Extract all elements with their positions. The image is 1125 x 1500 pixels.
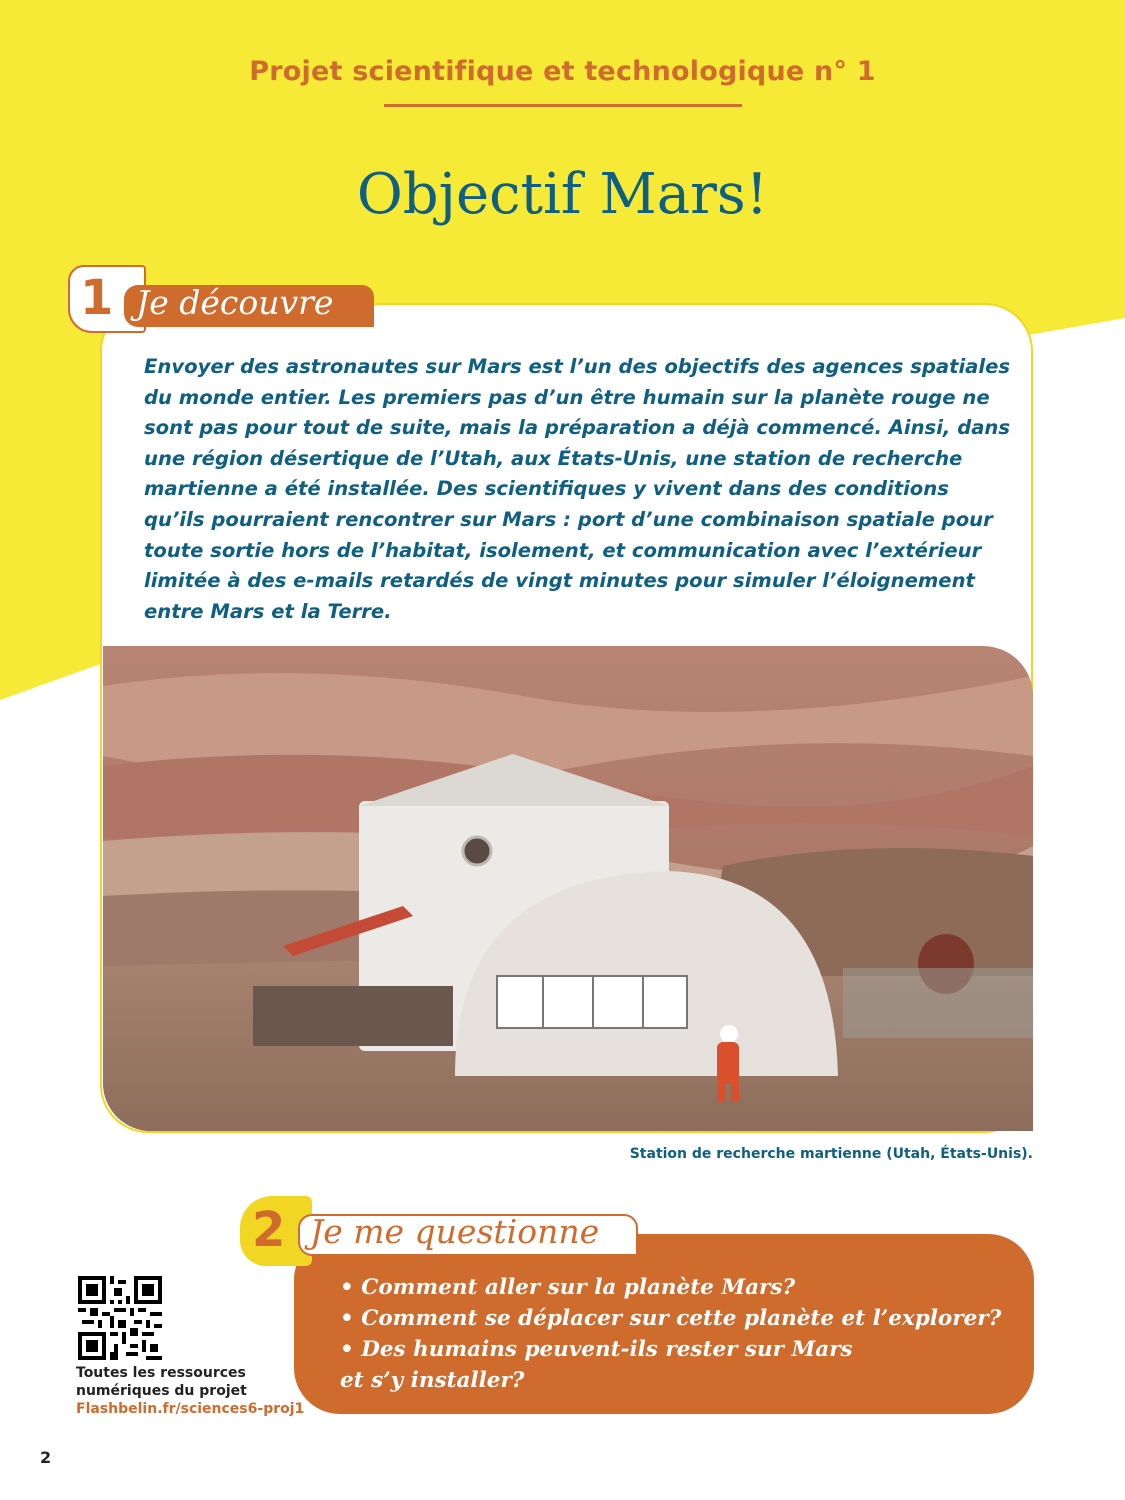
kicker-underline (384, 104, 742, 107)
resources-caption (76, 1364, 316, 1418)
section-1-number: 1 (80, 270, 114, 326)
question-item: • Comment se déplacer sur cette planète et l’explorer? (340, 1306, 1002, 1331)
section-2-number: 2 (252, 1202, 286, 1258)
section-2-label: Je me questionne (310, 1212, 600, 1251)
page-number: 2 (40, 1448, 52, 1467)
photo-illustration (103, 646, 1033, 1131)
resources-line-1: Toutes les ressources (76, 1365, 246, 1381)
section-1-label: Je découvre (136, 283, 334, 322)
questions-list (340, 1272, 1020, 1396)
intro-paragraph: Envoyer des astronautes sur Mars est l’un des objectifs des agences spatiales du monde entier. Les premiers pas d’un être humain sur la planète rouge ne sont pas pour tout de suite, mais la préparation a déjà commencé. Ainsi, dans une région désertique de l’Utah, aux États-Unis, une station de recherche martienne a été installée. Des scientifiques y vivent dans des conditions qu’ils pourraient rencontrer sur Mars : port d’une combinaison spatiale pour toute sortie hors de l’habitat, isolement, et communication avec l’extérieur limitée à des e-mails retardés de vingt minutes pour simuler l’éloignement entre Mars et la Terre. (144, 355, 1011, 623)
page-title: Objectif Mars! (356, 162, 769, 227)
question-item: • Des humains peuvent-ils rester sur Mars et s’y installer? (340, 1337, 853, 1393)
qr-code-icon[interactable] (78, 1276, 162, 1360)
resources-link[interactable]: Flashbelin.fr/sciences6-proj1 (76, 1401, 305, 1417)
mars-station-photo (103, 646, 1033, 1131)
resources-line-2: numériques du projet (76, 1383, 247, 1399)
project-kicker: Projet scientifique et technologique n° 1 (249, 56, 876, 87)
photo-caption: Station de recherche martienne (Utah, États-Unis). (629, 1146, 1033, 1162)
question-item: • Comment aller sur la planète Mars? (340, 1275, 796, 1300)
